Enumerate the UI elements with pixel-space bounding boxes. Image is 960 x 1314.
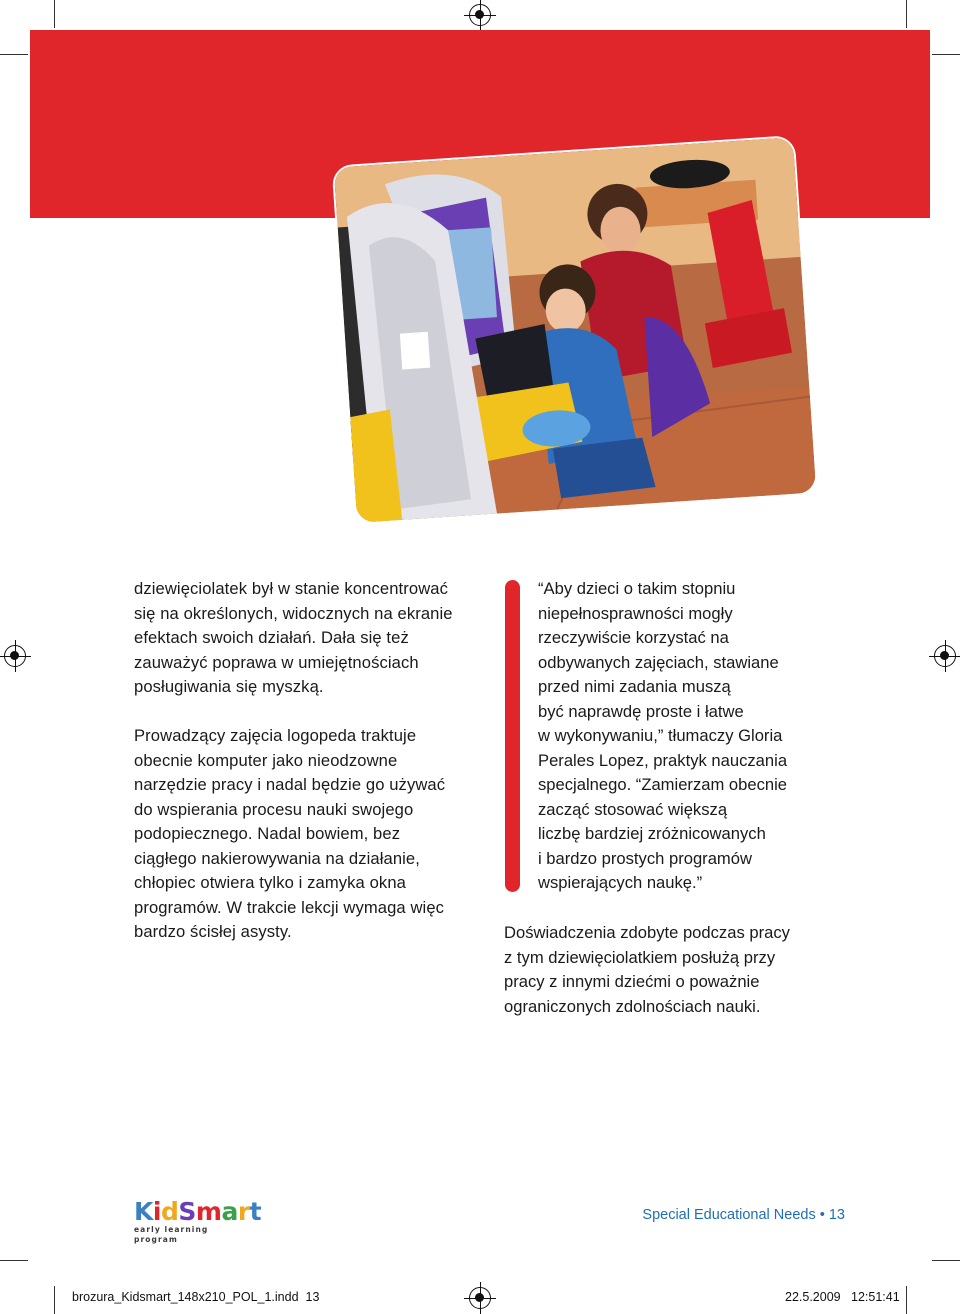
text-line: obecnie komputer jako nieodzowne [134,750,398,770]
crop-mark [0,54,28,55]
kidsmart-logo [134,1197,262,1244]
quote-line: niepełnosprawności mogły [538,603,733,623]
crop-mark [54,0,55,28]
logo-wordmark: KidSmart [134,1197,262,1226]
file-name: brozura_Kidsmart_148x210_POL_1.indd [72,1290,299,1304]
quote-line: i bardzo prostych programów [538,848,752,868]
text-line: bardzo ścisłej asysty. [134,922,292,941]
left-column [134,577,484,969]
text-line: do wspierania procesu nauki swojego [134,799,414,819]
quote-accent-bar [505,580,520,892]
text-line: chłopiec otwiera tylko i zamyka okna [134,873,406,892]
quote-line: rzeczywiście korzystać na [538,628,729,647]
logo-tagline: early learning program [134,1225,209,1244]
classroom-photo [334,137,817,523]
crop-mark [0,1260,28,1261]
text-line: efektach swoich działań. Dała się też [134,628,409,647]
slug-timestamp [785,1290,900,1304]
quote-line: odbywanych zajęciach, stawiane [538,652,779,672]
quote-line: Perales Lopez, praktyk nauczania [538,750,788,770]
text-line: posługiwania się myszką. [134,677,324,696]
right-paragraph [504,921,834,1019]
file-page: 13 [305,1290,320,1304]
text-line: się na określonych, widocznych na ekranie [134,603,453,623]
text-line: ograniczonych zdolnościach nauki. [504,996,761,1016]
text-line: ciągłego nakierowywania na działanie, [134,848,420,868]
registration-mark-icon [4,645,26,667]
section-title: Special Educational Needs [642,1207,816,1223]
registration-mark-icon [934,645,956,667]
text-line: programów. W trakcie lekcji wymaga więc [134,897,445,917]
crop-mark [906,0,907,28]
paragraph [134,577,484,700]
paragraph [134,724,484,945]
quote-line: wspierających naukę.” [538,873,703,892]
quote-line: przed nimi zadania muszą [538,677,731,696]
text-line: Doświadczenia zdobyte podczas pracy [504,923,790,942]
quote-line: być naprawdę proste i łatwe [538,701,744,721]
quote-line: “Aby dzieci o takim stopniu [538,579,736,598]
pull-quote [538,577,838,896]
crop-mark [54,1286,55,1314]
text-line: Prowadzący zajęcia logopeda traktuje [134,726,417,745]
text-line: z tym dziewięciolatkiem posłużą przy [504,947,776,967]
registration-mark-icon [469,4,491,26]
text-line: zauważyć poprawa w umiejętnościach [134,652,419,672]
slug-filename [72,1290,319,1304]
text-line: narzędzie pracy i nadal będzie go używać [134,775,446,794]
crop-mark [932,1260,960,1261]
print-date: 22.5.2009 [785,1290,841,1304]
text-line: dziewięciolatek był w stanie koncentrować [134,579,449,598]
page-number: 13 [828,1207,845,1223]
registration-mark-icon [469,1287,491,1309]
quote-line: specjalnego. “Zamierzam obecnie [538,775,788,794]
quote-line: liczbę bardziej zróżnicowanych [538,824,766,843]
crop-mark [932,54,960,55]
page-footer [642,1207,845,1223]
quote-line: w wykonywaniu,” tłumaczy Gloria [538,726,783,745]
text-line: podopiecznego. Nadal bowiem, bez [134,824,401,843]
footer-bullet: • [819,1207,825,1223]
print-time: 12:51:41 [851,1290,900,1304]
crop-mark [906,1286,907,1314]
quote-line: zacząć stosować większą [538,799,728,819]
text-line: pracy z innymi dziećmi o poważnie [504,972,760,991]
